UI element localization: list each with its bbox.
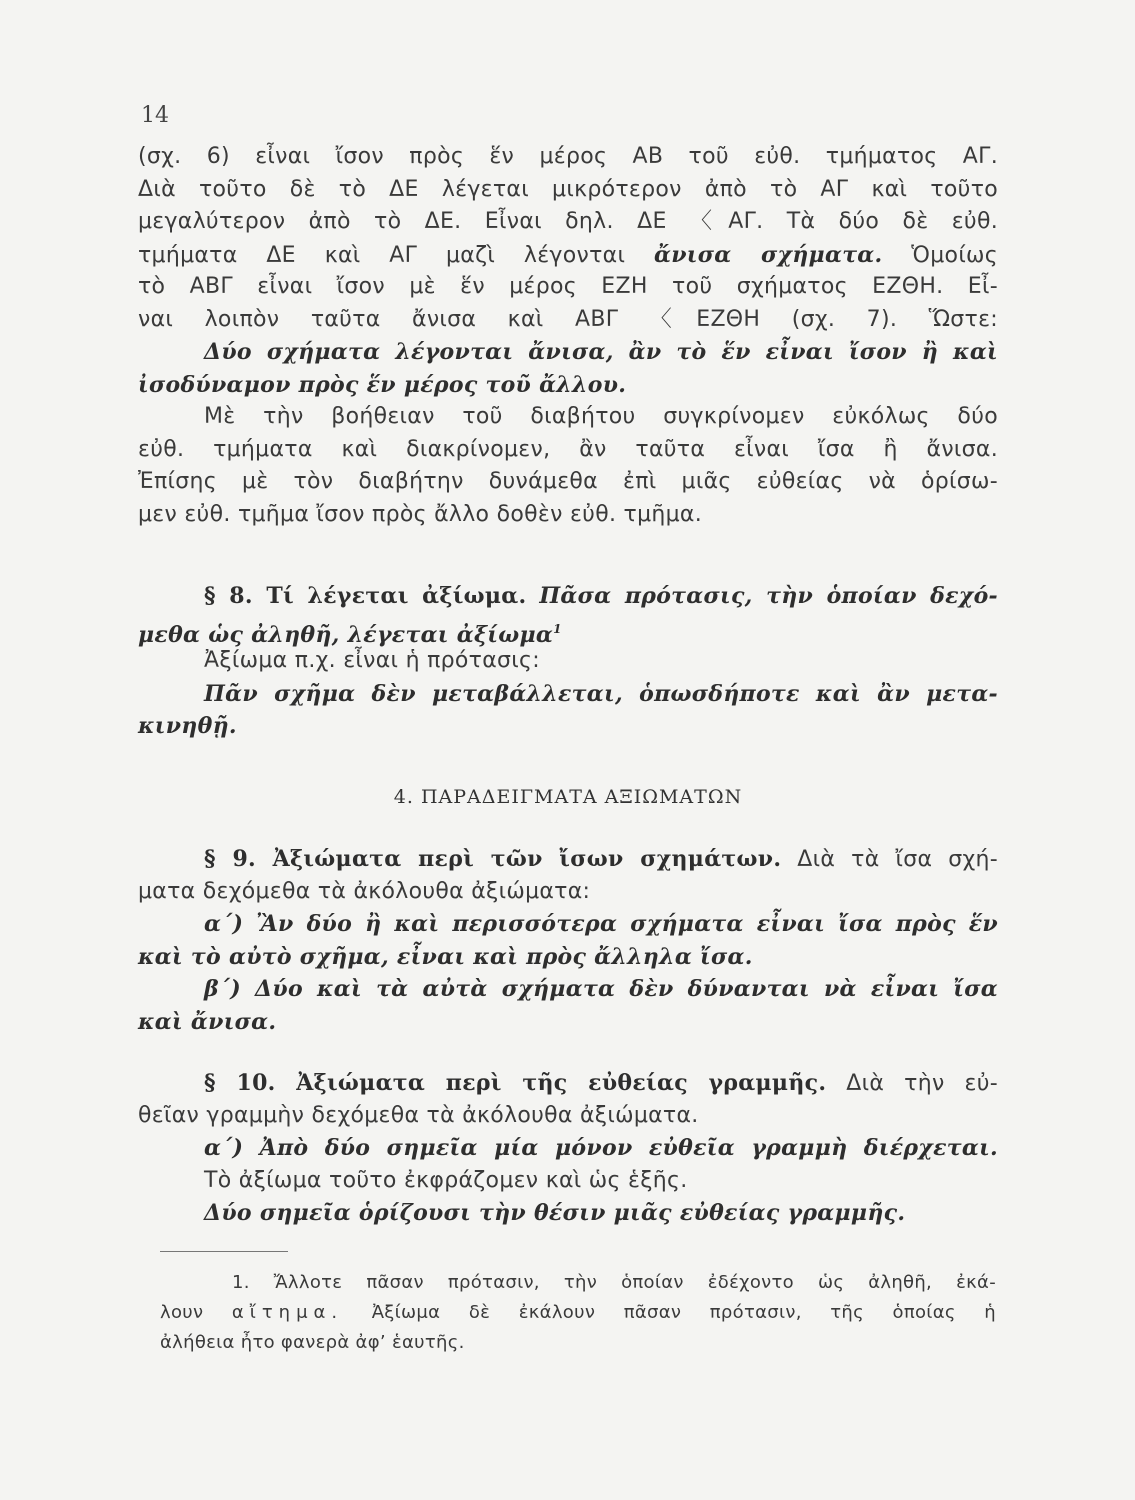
s9-intro: Διὰ τὰ ἴσα σχή- [797,847,998,872]
definition-line: Δύο σχήματα λέγονται ἄνισα, ἂν τὸ ἕν εἶναι ἴσον ἢ καὶ [204,339,998,365]
footnote [160,1268,996,1358]
s9-heading-line [138,843,998,876]
text-line: εὐθ. τμήματα καὶ διακρίνομεν, ἂν ταῦτα εἶναι ἴσα ἢ ἄνισα. [138,436,998,462]
s8-heading-line [138,580,998,613]
text-line: ναι λοιπὸν ταῦτα ἄνισα καὶ ΑΒΓ 〈ΕΖΘΗ (σχ. 7). Ὥστε: [138,306,998,332]
s8-example-intro: Ἀξίωμα π.χ. εἶναι ἡ πρότασις: [204,648,540,673]
s9-axiom-a: α΄) Ἂν δύο ἢ καὶ περισσότερα σχήματα εἶναι ἴσα πρὸς ἕν [204,911,998,937]
section-8 [138,580,998,743]
page-number: 14 [141,103,169,128]
footnote-divider [160,1251,288,1252]
footnote-line: 1. Ἄλλοτε πᾶσαν πρότασιν, τὴν ὁποίαν ἐδέχοντο ὡς ἀληθῆ, ἐκά- [232,1272,996,1293]
section-title: 4. ΠΑΡΑΔΕΙΓΜΑΤΑ ΑΞΙΩΜΑΤΩΝ [393,786,743,808]
text-line: μεν εὐθ. τμῆμα ἴσον πρὸς ἄλλο δοθὲν εὐθ. τμῆμα. [138,501,703,527]
s10-axiom-a: α΄) Ἀπὸ δύο σημεῖα μία μόνον εὐθεῖα γραμμὴ διέρχεται. [204,1135,998,1161]
footnote-text: λουν [160,1302,204,1323]
s9-heading: § 9. Ἀξιώματα περὶ τῶν ἴσων σχημάτων. [204,846,782,872]
text-line: μεγαλύτερον ἀπὸ τὸ ΔΕ. Εἶναι δηλ. ΔΕ 〈ΑΓ. Τὰ δύο δὲ εὐθ. [138,209,998,234]
text-line: (σχ. 6) εἶναι ἴσον πρὸς ἕν μέρος ΑΒ τοῦ εὐθ. τμήματος ΑΓ. [138,144,998,169]
text-span: τμήματα ΔΕ καὶ ΑΓ μαζὶ λέγονται [138,242,626,268]
s9-axiom-a-cont: καὶ τὸ αὐτὸ σχῆμα, εἶναι καὶ πρὸς ἄλληλα ἴσα. [138,943,753,970]
s8-example-line: Πᾶν σχῆμα δὲν μεταβάλλεται, ὁπωσδήποτε καὶ ἂν μετα- [204,680,998,707]
footnote-line: ἀλήθεια ἦτο φανερὰ ἀφ’ ἑαυτῆς. [160,1332,465,1353]
s10-intro: Διὰ τὴν εὐ- [846,1071,999,1096]
text-line: Ἐπίσης μὲ τὸν διαβήτην δυνάμεθα ἐπὶ μιᾶς εὐθείας νὰ ὁρίσω- [138,469,998,494]
s9-axiom-b-cont: καὶ ἄνισα. [138,1008,277,1035]
s8-definition-line [138,613,998,646]
s9-intro-line: ματα δεχόμεθα τὰ ἀκόλουθα ἀξιώματα: [138,878,591,904]
s10-restate: Τὸ ἀξίωμα τοῦτο ἐκφράζομεν καὶ ὡς ἑξῆς. [204,1167,688,1193]
text-line: τὸ ΑΒΓ εἶναι ἴσον μὲ ἕν μέρος ΕΖΗ τοῦ σχήματος ΕΖΘΗ. Εἶ- [138,274,998,299]
s8-definition: Πᾶσα πρότασις, τὴν ὁποίαν δεχό- [539,583,998,609]
s8-heading: § 8. Τί λέγεται ἀξίωμα. [204,583,527,609]
text-line: Διὰ τοῦτο δὲ τὸ ΔΕ λέγεται μικρότερον ἀπὸ τὸ ΑΓ καὶ τοῦτο [138,176,998,202]
s8-example-line: κινηθῇ. [138,713,237,739]
s8-definition-cont: μεθα ὡς ἀληθῆ, λέγεται ἀξίωμα [138,621,554,648]
s10-intro-line: θεῖαν γραμμὴν δεχόμεθα τὰ ἀκόλουθα ἀξιώματα. [138,1102,699,1128]
footnote-mark: 1 [553,621,562,636]
section-10 [138,1067,998,1230]
s9-axiom-b: β΄) Δύο καὶ τὰ αὐτὰ σχήματα δὲν δύνανται νὰ εἶναι ἴσα [204,976,998,1002]
text-line [138,239,998,272]
paragraph-unequal-figures [138,141,998,531]
term-unequal-figures: ἄνισα σχήματα. [654,241,883,268]
section-9 [138,843,998,1038]
text-line: Μὲ τὴν βοήθειαν τοῦ διαβήτου συγκρίνομεν εὐκόλως δύο [204,404,998,429]
footnote-text: Ἀξίωμα δὲ ἐκάλουν πᾶσαν πρότασιν, τῆς ὁποίας ἡ [371,1302,996,1323]
text-span: Ὁμοίως [911,242,998,268]
footnote-term: αἴτημα. [231,1302,344,1323]
s10-heading-line [138,1067,998,1100]
s10-restate-axiom: Δύο σημεῖα ὁρίζουσι τὴν θέσιν μιᾶς εὐθείας γραμμῆς. [204,1200,906,1226]
footnote-line [160,1298,996,1328]
s10-heading: § 10. Ἀξιώματα περὶ τῆς εὐθείας γραμμῆς. [204,1070,827,1096]
definition-line: ἰσοδύναμον πρὸς ἕν μέρος τοῦ ἄλλου. [138,371,627,398]
